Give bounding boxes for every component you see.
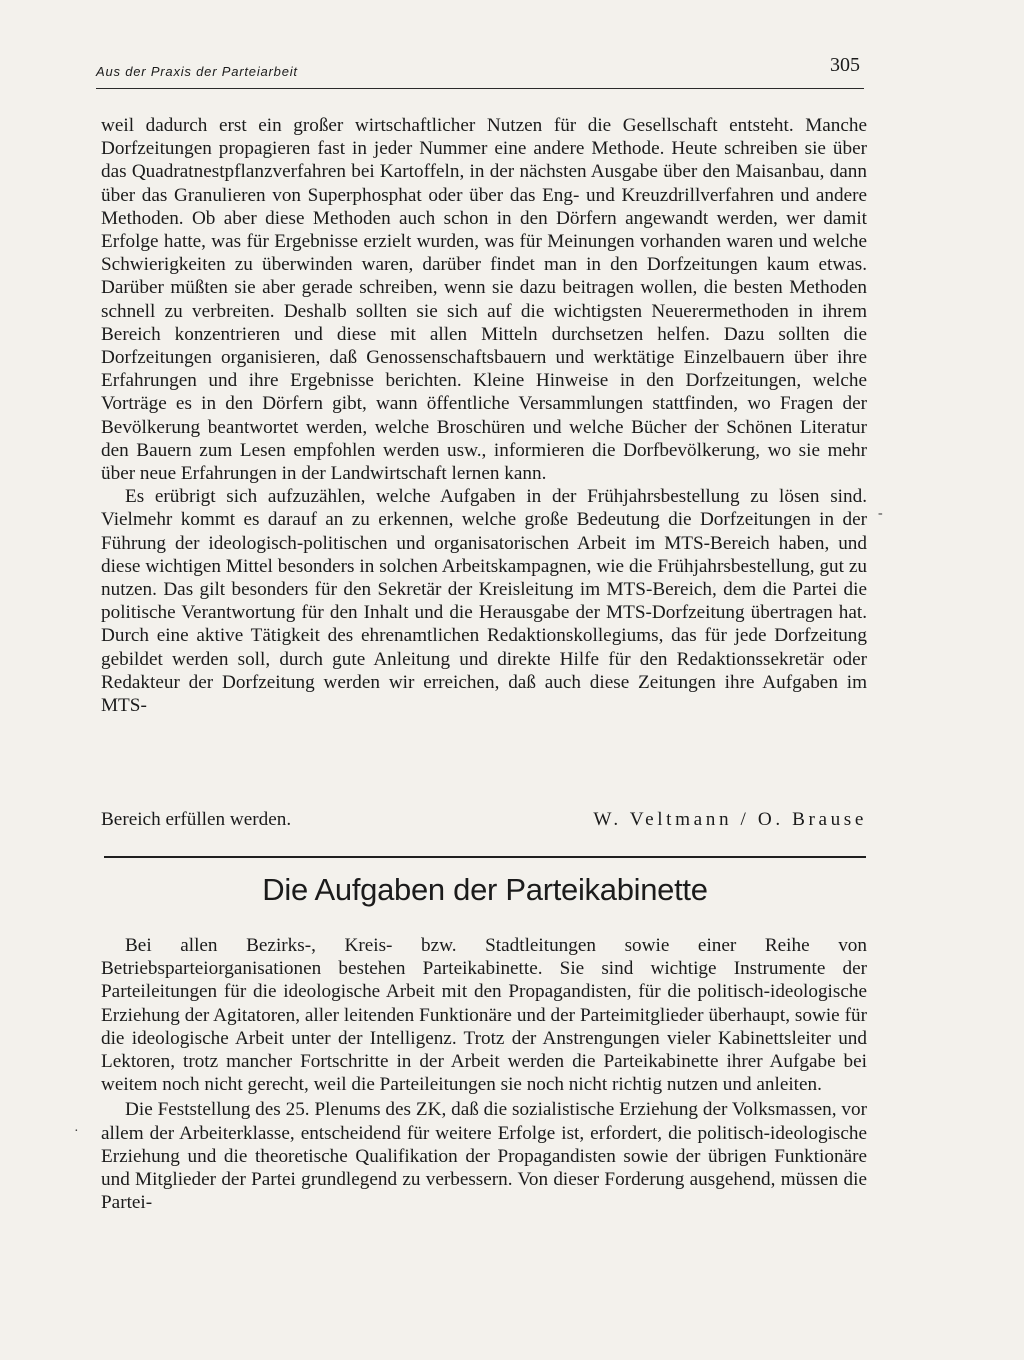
article1-body xyxy=(101,114,867,717)
article2-paragraph-1: Bei allen Bezirks-, Kreis- bzw. Stadtleitungen sowie einer Reihe von Betriebsparteiorganisationen bestehen Parteikabinette. Sie sind wichtige Instrumente der Parteileitungen für die ideologische Arbeit mit den Propagandisten, für die politisch-ideologische Erziehung der Agitatoren, aller leitenden Funktionäre und der Parteimitglieder überhaupt, sowie für die ideologische Arbeit unter der Intelligenz. Trotz der Anstrengungen vieler Kabinettsleiter und Lektoren, trotz mancher Fortschritte in der Arbeit werden die Parteikabinette ihrer Aufgabe bei weitem noch nicht gerecht, weil die Parteileitungen sie noch nicht richtig nutzen und anleiten. xyxy=(101,935,867,1096)
article1-paragraph-1: weil dadurch erst ein großer wirtschaftlicher Nutzen für die Gesellschaft entsteht. Manche Dorfzeitungen propagieren fast in jeder Nummer eine andere Methode. Heute schreiben sie über das Quadratnestpflanzverfahren bei Kartoffeln, in der nächsten Ausgabe über den Maisanbau, dann über das Granulieren von Superphosphat oder über das Eng- und Kreuzdrillverfahren und andere Methoden. Ob aber diese Methoden auch schon in den Dörfern angewandt werden, wer damit Erfolge hatte, was für Ergebnisse erzielt wurden, was für Meinungen vorhanden waren und welche Schwierigkeiten zu überwinden waren, darüber findet man in den Dorfzeitungen kaum etwas. Darüber müßten sie aber gerade schreiben, wenn sie dazu beitragen wollen, die besten Methoden schnell zu verbreiten. Deshalb sollten sie sich auf die wichtigsten Neuerermethoden in ihrem Bereich konzentrieren und diese mit allen Mitteln durchsetzen helfen. Dazu sollten die Dorfzeitungen organisieren, daß Genossenschaftsbauern und werktätige Einzelbauern über ihre Erfahrungen und ihre Ergebnisse berichten. Kleine Hinweise in den Dorfzeitungen, welche Vorträge es in den Dörfern gibt, wann öffentliche Versammlungen stattfinden, wo Fragen der Bevölkerung beantwortet werden, welche Broschüren und welche Bücher der Schönen Literatur den Bauern zum Lesen empfohlen werden usw., informieren die Dorfbevölkerung, wo sie mehr über neue Erfahrungen in der Landwirtschaft lernen kann. xyxy=(101,115,867,485)
article2-title: Die Aufgaben der Parteikabinette xyxy=(262,872,708,907)
article2-paragraph-2: Die Feststellung des 25. Plenums des ZK, daß die sozialistische Erziehung der Volksmassen, vor allem der Arbeiterklasse, entscheidend für weitere Erfolge ist, erfordert, die politisch-ideologische Erziehung und die theoretische Qualifikation der Propagandisten sowie der übrigen Funktionäre und Mitglieder der Partei grundlegend zu verbessern. Von dieser Forderung ausgehend, müssen die Partei- xyxy=(101,1099,867,1214)
section-divider xyxy=(104,856,866,858)
article1-paragraph-2: Es erübrigt sich aufzuzählen, welche Aufgaben in der Frühjahrsbestellung zu lösen sind. Vielmehr kommt es darauf an zu erkennen, welche große Bedeutung die Dorfzeitungen in der Führung der ideologisch-politischen und organisatorischen Arbeit im MTS-Bereich haben, und diese wichtigen Mittel besonders in solchen Arbeitskampagnen, wie die Frühjahrsbestellung, gut zu nutzen. Das gilt besonders für den Sekretär der Kreisleitung im MTS-Bereich, dem die Partei die politische Verantwortung für den Inhalt und die Herausgabe der MTS-Dorfzeitung übertragen hat. Durch eine aktive Tätigkeit des ehrenamtlichen Redaktionskollegiums, das für jede Dorfzeitung gebildet werden soll, durch gute Anleitung und direkte Hilfe für den Redaktionssekretär oder Redakteur der Dorfzeitung werden wir erreichen, daß auch diese Zeitungen ihre Aufgaben im MTS- xyxy=(101,486,867,717)
margin-mark: - xyxy=(878,506,883,521)
article2-body xyxy=(101,934,867,1214)
page-number: 305 xyxy=(830,54,860,76)
margin-dot: · xyxy=(74,1124,79,1139)
running-header xyxy=(96,54,864,89)
author-signature: W. Veltmann / O. Brause xyxy=(593,809,867,830)
running-title: Aus der Praxis der Parteiarbeit xyxy=(96,64,298,79)
article1-last-line: Bereich erfüllen werden. xyxy=(101,809,292,830)
